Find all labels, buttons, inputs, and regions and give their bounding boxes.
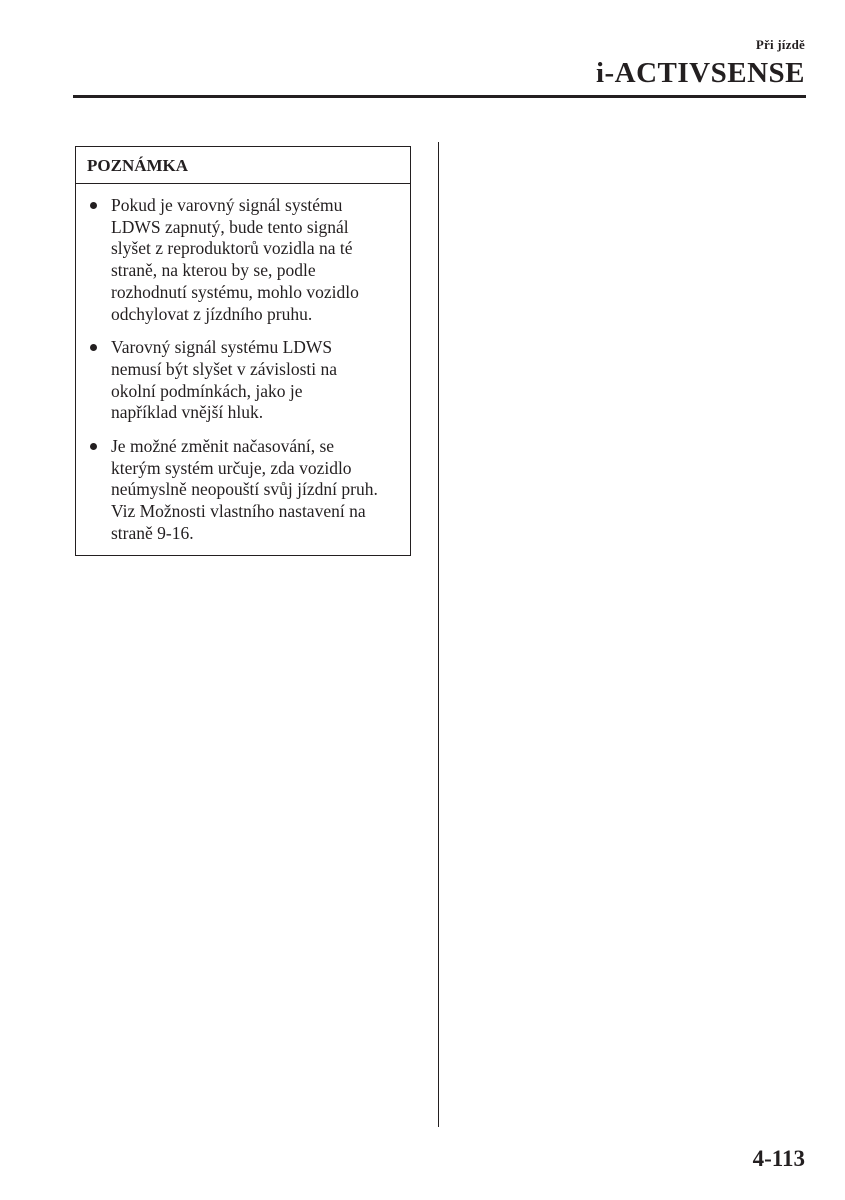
note-line: nemusí být slyšet v závislosti na	[111, 358, 338, 379]
note-line: neúmyslně neopouští svůj jízdní pruh.	[111, 479, 378, 500]
note-line: Viz Možnosti vlastního nastavení na	[111, 501, 366, 522]
note-line: Je možné změnit načasování, se	[111, 436, 335, 457]
note-line: straně, na kterou by se, podle	[111, 260, 316, 281]
bullet-icon	[90, 344, 97, 351]
note-line: rozhodnutí systému, mohlo vozidlo	[111, 281, 359, 302]
page-number: 4-113	[752, 1146, 805, 1171]
note-line: straně 9-16.	[111, 522, 194, 543]
note-line: okolní podmínkách, jako je	[111, 380, 303, 401]
section-label: Při jízdě	[755, 37, 805, 52]
note-line: kterým systém určuje, zda vozidlo	[111, 457, 352, 478]
note-list	[76, 184, 410, 555]
note-line: LDWS zapnutý, bude tento signál	[111, 216, 349, 237]
bullet-icon	[90, 443, 97, 450]
note-item	[87, 436, 398, 545]
chapter-title: i-ACTIVSENSE	[595, 57, 805, 89]
note-heading: POZNÁMKA	[76, 147, 410, 184]
column-divider	[438, 142, 439, 1127]
header-rule	[73, 95, 806, 98]
note-item	[87, 195, 398, 325]
note-item	[87, 337, 398, 424]
note-line: odchylovat z jízdního pruhu.	[111, 303, 313, 324]
note-line: Pokud je varovný signál systému	[111, 195, 343, 215]
bullet-icon	[90, 202, 97, 209]
note-line: například vnější hluk.	[111, 402, 264, 423]
note-line: Varovný signál systému LDWS	[111, 337, 333, 358]
note-line: slyšet z reproduktorů vozidla na té	[111, 238, 353, 259]
note-box	[75, 146, 411, 556]
